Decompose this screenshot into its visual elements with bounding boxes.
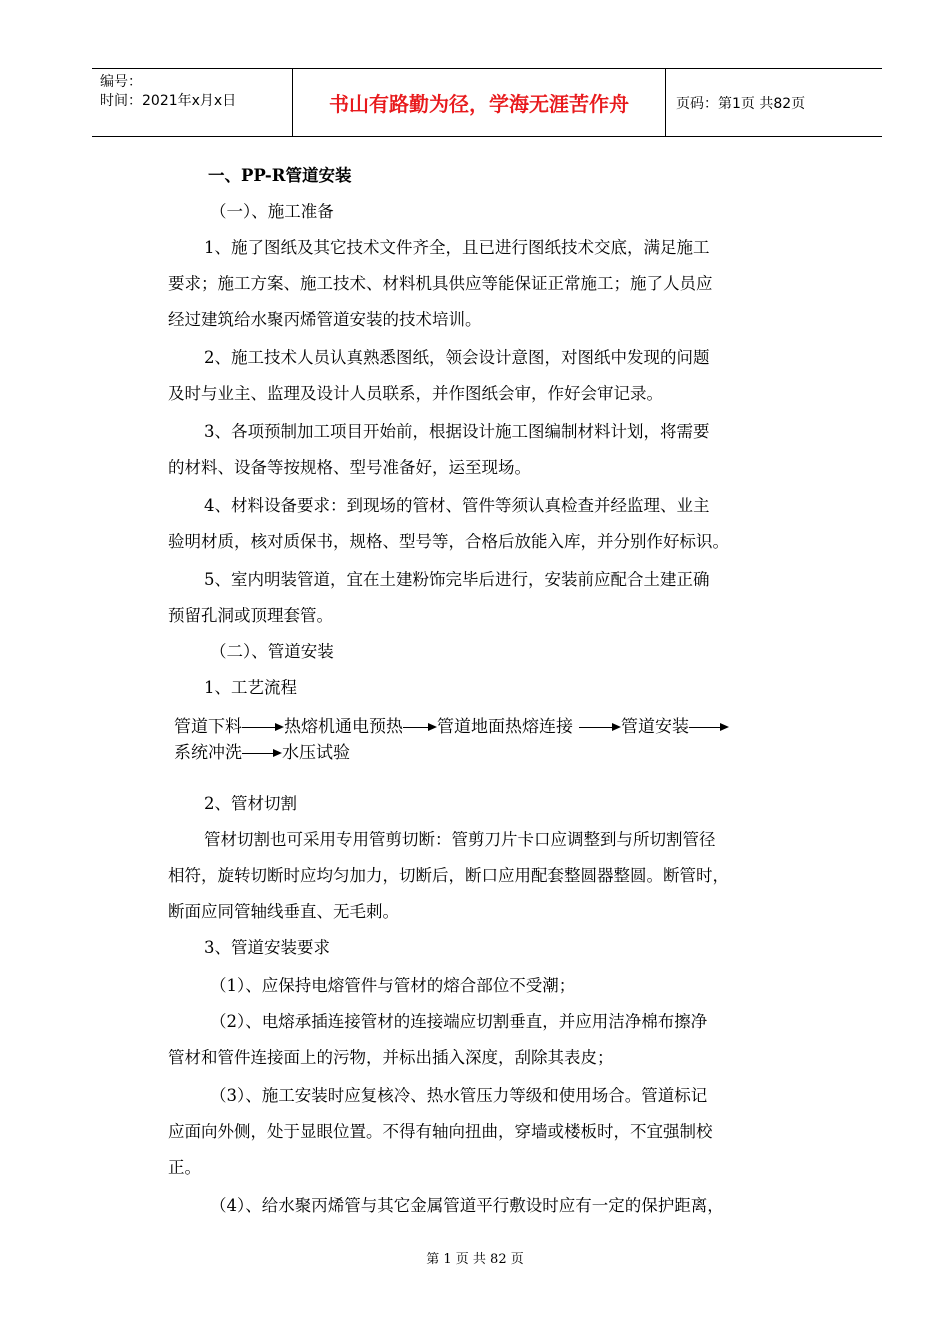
paragraph-line: 预留孔洞或顶理套管。 — [168, 606, 333, 625]
requirement-line: （3）、施工安装时应复核冷、热水管压力等级和使用场合。管道标记 — [210, 1086, 708, 1105]
requirement-line: （4）、给水聚丙烯管与其它金属管道平行敷设时应有一定的保护距离， — [210, 1196, 724, 1215]
process-flow-row-2 — [174, 738, 350, 763]
item-heading-requirements: 3、管道安装要求 — [204, 938, 330, 957]
page-footer: 第 1 页 共 82 页 — [426, 1252, 524, 1267]
header-meta — [92, 69, 293, 136]
item-heading-process: 1、工艺流程 — [204, 678, 297, 697]
arrow-right-icon — [242, 746, 282, 760]
paragraph-line: 4、材料设备要求：到现场的管材、管件等须认真检查并经监理、业主 — [204, 496, 710, 515]
arrow-right-icon — [579, 720, 621, 734]
paragraph-line: 2、施工技术人员认真熟悉图纸，领会设计意图，对图纸中发现的问题 — [204, 348, 710, 367]
header-motto: 书山有路勤为径，学海无涯苦作舟 — [293, 69, 666, 136]
arrow-right-icon — [242, 720, 284, 734]
requirement-line: 管材和管件连接面上的污物，并标出插入深度，刮除其表皮； — [168, 1048, 614, 1067]
code-label: 编号： — [100, 74, 142, 90]
header-page-label: 页码：第1页 共82页 — [676, 95, 806, 112]
paragraph-line: 经过建筑给水聚丙烯管道安装的技术培训。 — [168, 310, 482, 329]
item-heading-cutting: 2、管材切割 — [204, 794, 297, 813]
subsection-heading-installation: （二）、管道安装 — [210, 642, 334, 661]
paragraph-line: 的材料、设备等按规格、型号准备好，运至现场。 — [168, 458, 531, 477]
paragraph-line: 要求；施工方案、施工技术、材料机具供应等能保证正常施工；施了人员应 — [168, 274, 713, 293]
paragraph-line: 管材切割也可采用专用管剪切断：管剪刀片卡口应调整到与所切割管径 — [204, 830, 716, 849]
paragraph-line: 验明材质，核对质保书，规格、型号等，合格后放能入库，并分别作好标识。 — [168, 532, 729, 551]
flow-step: 水压试验 — [282, 743, 350, 763]
paragraph-line: 及时与业主、监理及设计人员联系，并作图纸会审，作好会审记录。 — [168, 384, 663, 403]
requirement-line: 应面向外侧，处于显眼位置。不得有轴向扭曲，穿墙或楼板时，不宜强制校 — [168, 1122, 713, 1141]
subsection-heading-preparation: （一）、施工准备 — [210, 202, 334, 221]
flow-step: 管道安装 — [621, 717, 689, 737]
section-title: 一、PP-R管道安装 — [208, 166, 352, 185]
requirement-line: （2）、电熔承插连接管材的连接端应切割垂直，并应用洁净棉布擦净 — [210, 1012, 708, 1031]
paragraph-line: 1、施了图纸及其它技术文件齐全，且已进行图纸技术交底，满足施工 — [204, 238, 710, 257]
arrow-right-icon — [403, 720, 437, 734]
flow-step: 管道下料 — [174, 717, 242, 737]
flow-step: 管道地面热熔连接 — [437, 717, 573, 737]
process-flow-row-1 — [174, 712, 729, 737]
paragraph-line: 相符，旋转切断时应均匀加力，切断后，断口应用配套整圆器整圆。断管时， — [168, 866, 729, 885]
paragraph-line: 5、室内明装管道，宜在土建粉饰完毕后进行，安装前应配合土建正确 — [204, 570, 710, 589]
paragraph-line: 断面应同管轴线垂直、无毛刺。 — [168, 902, 399, 921]
paragraph-line: 3、各项预制加工项目开始前，根据设计施工图编制材料计划，将需要 — [204, 422, 710, 441]
requirement-line: （1）、应保持电熔管件与管材的熔合部位不受潮； — [210, 976, 576, 995]
flow-step: 热熔机通电预热 — [284, 717, 403, 737]
flow-step: 系统冲洗 — [174, 743, 242, 763]
requirement-line: 正。 — [168, 1158, 201, 1177]
arrow-right-icon — [689, 720, 729, 734]
time-label: 时间：2021年x月x日 — [100, 93, 237, 109]
document-header — [92, 68, 882, 137]
